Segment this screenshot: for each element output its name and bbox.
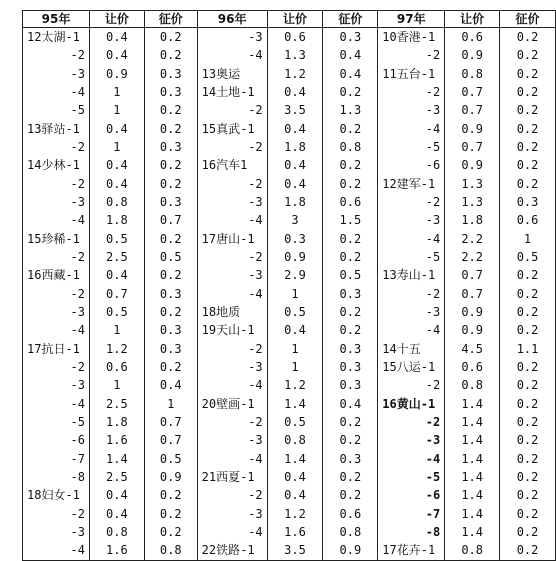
zheng-price: 0.2	[516, 506, 539, 521]
zheng-price: 0.7	[159, 213, 182, 228]
rang-price: 0.8	[461, 378, 483, 393]
rang-price: 0.4	[106, 176, 128, 191]
zheng-price: 0.2	[339, 231, 362, 246]
rang-price: 0.5	[106, 231, 128, 246]
row-label: -2	[248, 414, 263, 429]
row-label: -3	[425, 103, 441, 118]
row-label: -8	[425, 524, 441, 539]
rang-price: 0.7	[461, 286, 483, 301]
row-label: 14少林-1	[27, 158, 80, 173]
rang-price: 1.2	[284, 66, 306, 81]
rang-price: 0.4	[284, 176, 306, 191]
zheng-price: 0.2	[516, 396, 539, 411]
rang-price: 2.5	[106, 249, 128, 264]
zheng-price: 0.2	[159, 48, 182, 63]
row-label: -3	[248, 359, 263, 374]
zheng-price: 0.8	[159, 543, 182, 558]
zheng-price: 0.6	[339, 194, 362, 209]
row-label: -5	[425, 469, 441, 484]
rang-price: 2.5	[106, 396, 128, 411]
zheng-price: 0.2	[516, 103, 539, 118]
row-label: 16黄山-1	[382, 396, 436, 411]
rang-price: 1.4	[461, 506, 483, 521]
rang-price: 0.9	[461, 121, 483, 136]
zheng-price: 0.2	[516, 433, 539, 448]
zheng-price: 0.3	[339, 341, 362, 356]
row-label: -3	[248, 30, 263, 44]
rang-price: 1	[113, 103, 121, 118]
rang-price: 1.4	[284, 396, 306, 411]
rang-price: 1.8	[284, 194, 306, 209]
rang-price: 0.6	[461, 359, 483, 374]
rang-price: 0.9	[461, 158, 483, 173]
zheng-price: 0.2	[159, 176, 182, 191]
rang-price: 0.4	[106, 506, 128, 521]
row-label: -5	[425, 249, 441, 264]
rang-price: 1	[113, 139, 121, 154]
zheng-price: 0.7	[159, 433, 182, 448]
zheng-price: 0.2	[159, 121, 182, 136]
zheng-price: 0.2	[159, 304, 182, 319]
header-95-year: 95年	[23, 11, 90, 28]
row-label: -4	[70, 84, 85, 99]
body-row	[23, 28, 556, 561]
row-label: -4	[425, 231, 441, 246]
row-label: 17花卉-1	[382, 543, 436, 558]
rang-price: 1.2	[284, 506, 306, 521]
col-96-rang	[267, 28, 323, 561]
col-97-zheng	[500, 28, 556, 561]
row-label: -2	[70, 249, 85, 264]
header-row	[23, 11, 556, 28]
zheng-price: 0.2	[159, 359, 182, 374]
rang-price: 0.8	[284, 433, 306, 448]
row-label: -4	[425, 451, 441, 466]
zheng-price: 0.2	[339, 121, 362, 136]
zheng-price: 0.8	[339, 524, 362, 539]
zheng-price: 0.4	[159, 378, 182, 393]
rang-price: 1.4	[461, 396, 483, 411]
zheng-price: 1	[523, 231, 532, 246]
row-label: -2	[425, 194, 441, 209]
zheng-price: 0.2	[516, 543, 539, 558]
row-label: -4	[70, 213, 85, 228]
row-label: -4	[248, 524, 263, 539]
zheng-price: 0.7	[159, 414, 182, 429]
header-96-zheng: 征价	[323, 11, 378, 28]
rang-price: 0.5	[284, 414, 306, 429]
zheng-price: 0.6	[339, 506, 362, 521]
zheng-price: 0.3	[516, 194, 539, 209]
zheng-price: 0.3	[339, 30, 362, 44]
rang-price: 1.4	[284, 451, 306, 466]
zheng-price: 0.2	[159, 488, 182, 503]
row-label: -2	[248, 488, 263, 503]
rang-price: 1.2	[106, 341, 128, 356]
header-97-zheng: 征价	[500, 11, 556, 28]
rang-price: 0.9	[284, 249, 306, 264]
rang-price: 1.6	[106, 543, 128, 558]
price-table	[22, 10, 556, 561]
zheng-price: 0.4	[339, 396, 362, 411]
col-96-zheng	[323, 28, 378, 561]
rang-price: 0.6	[284, 30, 306, 44]
row-label: -5	[70, 103, 85, 118]
row-label: -2	[425, 286, 441, 301]
row-label: -4	[425, 323, 441, 338]
zheng-price: 0.9	[159, 469, 182, 484]
zheng-price: 0.2	[159, 524, 182, 539]
header-97-rang: 让价	[445, 11, 500, 28]
zheng-price: 0.2	[339, 249, 362, 264]
row-label: 11五台-1	[382, 66, 436, 81]
row-label: -3	[248, 433, 263, 448]
zheng-price: 0.2	[159, 268, 182, 283]
zheng-price: 0.2	[516, 488, 539, 503]
row-label: -3	[70, 378, 85, 393]
row-label: 12太湖-1	[27, 30, 80, 44]
zheng-price: 0.6	[516, 213, 539, 228]
zheng-price: 1.5	[339, 213, 362, 228]
header-95-zheng: 征价	[144, 11, 197, 28]
rang-price: 0.4	[106, 30, 128, 44]
zheng-price: 1.3	[339, 103, 362, 118]
rang-price: 0.8	[461, 543, 483, 558]
row-label: -6	[425, 488, 441, 503]
zheng-price: 0.2	[339, 323, 362, 338]
rang-price: 3.5	[284, 103, 306, 118]
row-label: -4	[70, 396, 85, 411]
row-label: -3	[70, 524, 85, 539]
zheng-price: 0.2	[516, 158, 539, 173]
rang-price: 2.2	[461, 249, 483, 264]
header-95-rang: 让价	[89, 11, 144, 28]
zheng-price: 0.5	[159, 451, 182, 466]
zheng-price: 0.2	[516, 304, 539, 319]
rang-price: 1	[113, 84, 121, 99]
row-label: -3	[425, 433, 441, 448]
zheng-price: 0.2	[516, 323, 539, 338]
row-label: 12建军-1	[382, 176, 436, 191]
zheng-price: 0.2	[516, 30, 539, 44]
rang-price: 0.7	[461, 84, 483, 99]
rang-price: 0.4	[106, 268, 128, 283]
header-96-rang: 让价	[267, 11, 323, 28]
zheng-price: 0.2	[516, 66, 539, 81]
zheng-price: 0.5	[516, 249, 539, 264]
rang-price: 0.6	[106, 359, 128, 374]
zheng-price: 1	[167, 396, 175, 411]
rang-price: 1.4	[461, 524, 483, 539]
row-label: 17抗日-1	[27, 341, 80, 356]
row-label: 15珍稀-1	[27, 231, 80, 246]
row-label: -4	[248, 48, 263, 63]
row-label: 18妇女-1	[27, 488, 80, 503]
row-label: 13奥运	[201, 66, 241, 81]
zheng-price: 0.2	[516, 378, 539, 393]
row-label: -6	[425, 158, 441, 173]
zheng-price: 0.2	[516, 176, 539, 191]
rang-price: 1.4	[461, 488, 483, 503]
zheng-price: 0.2	[516, 359, 539, 374]
col-97-label	[378, 28, 445, 561]
zheng-price: 0.3	[339, 359, 362, 374]
row-label: -7	[425, 506, 441, 521]
rang-price: 0.4	[284, 158, 306, 173]
rang-price: 0.4	[106, 488, 128, 503]
zheng-price: 0.5	[159, 249, 182, 264]
rang-price: 1.6	[284, 524, 306, 539]
row-label: -2	[70, 286, 85, 301]
zheng-price: 0.3	[159, 286, 182, 301]
row-label: -3	[70, 304, 85, 319]
zheng-price: 0.2	[516, 121, 539, 136]
rang-price: 1.6	[106, 433, 128, 448]
zheng-price: 0.2	[339, 414, 362, 429]
row-label: 15真武-1	[201, 121, 255, 136]
row-label: -3	[248, 268, 263, 283]
rang-price: 1.8	[106, 213, 128, 228]
rang-price: 0.9	[461, 323, 483, 338]
rang-price: 0.4	[284, 323, 306, 338]
zheng-price: 0.2	[339, 158, 362, 173]
header-96-year: 96年	[197, 11, 267, 28]
rang-price: 0.6	[461, 30, 483, 44]
rang-price: 1.3	[284, 48, 306, 63]
zheng-price: 0.2	[339, 84, 362, 99]
rang-price: 1.4	[461, 433, 483, 448]
zheng-price: 0.2	[516, 414, 539, 429]
rang-price: 0.5	[106, 304, 128, 319]
col-95-label	[23, 28, 90, 561]
zheng-price: 1.1	[516, 341, 539, 356]
zheng-price: 0.3	[159, 66, 182, 81]
row-label: -2	[425, 84, 441, 99]
row-label: -6	[70, 433, 85, 448]
row-label: -3	[425, 213, 441, 228]
row-label: -4	[425, 121, 441, 136]
zheng-price: 0.2	[159, 30, 182, 44]
row-label: -2	[425, 414, 441, 429]
zheng-price: 0.2	[516, 469, 539, 484]
row-label: 14土地-1	[201, 84, 255, 99]
row-label: -3	[248, 506, 263, 521]
rang-price: 0.8	[461, 66, 483, 81]
rang-price: 0.4	[284, 469, 306, 484]
rang-price: 0.5	[284, 304, 306, 319]
row-label: -2	[248, 103, 263, 118]
rang-price: 1	[113, 378, 121, 393]
zheng-price: 0.4	[339, 66, 362, 81]
rang-price: 4.5	[461, 341, 483, 356]
row-label: -5	[425, 139, 441, 154]
zheng-price: 0.2	[516, 451, 539, 466]
zheng-price: 0.9	[339, 543, 362, 558]
rang-price: 1.8	[106, 414, 128, 429]
row-label: -3	[70, 194, 85, 209]
row-label: -3	[70, 66, 85, 81]
rang-price: 1	[291, 286, 299, 301]
rang-price: 2.5	[106, 469, 128, 484]
row-label: 13驿站-1	[27, 121, 80, 136]
rang-price: 0.4	[284, 84, 306, 99]
zheng-price: 0.2	[339, 469, 362, 484]
row-label: -4	[248, 286, 263, 301]
zheng-price: 0.4	[339, 48, 362, 63]
zheng-price: 0.3	[159, 341, 182, 356]
rang-price: 0.7	[106, 286, 128, 301]
rang-price: 1.4	[106, 451, 128, 466]
row-label: -4	[248, 451, 263, 466]
row-label: -2	[248, 249, 263, 264]
rang-price: 0.8	[106, 524, 128, 539]
zheng-price: 0.2	[516, 139, 539, 154]
col-95-zheng	[144, 28, 197, 561]
zheng-price: 0.3	[339, 451, 362, 466]
rang-price: 0.7	[461, 103, 483, 118]
rang-price: 0.9	[106, 66, 128, 81]
row-label: -3	[425, 304, 441, 319]
row-label: 22铁路-1	[201, 543, 255, 558]
row-label: -4	[248, 378, 263, 393]
rang-price: 0.9	[461, 304, 483, 319]
zheng-price: 0.3	[159, 194, 182, 209]
rang-price: 3.5	[284, 543, 306, 558]
rang-price: 1.3	[461, 176, 483, 191]
zheng-price: 0.3	[159, 139, 182, 154]
zheng-price: 0.2	[159, 158, 182, 173]
zheng-price: 0.2	[339, 304, 362, 319]
rang-price: 0.4	[106, 48, 128, 63]
row-label: 15八运-1	[382, 359, 436, 374]
zheng-price: 0.2	[339, 488, 362, 503]
row-label: 17唐山-1	[201, 231, 255, 246]
rang-price: 0.4	[284, 488, 306, 503]
row-label: -2	[70, 359, 85, 374]
row-label: 18地质	[201, 304, 241, 319]
rang-price: 1.3	[461, 194, 483, 209]
row-label: -2	[70, 506, 85, 521]
row-label: -2	[248, 176, 263, 191]
rang-price: 1	[291, 341, 299, 356]
row-label: 16汽车1	[201, 158, 248, 173]
zheng-price: 0.3	[339, 378, 362, 393]
row-label: 10香港-1	[382, 30, 436, 44]
row-label: 13寿山-1	[382, 268, 436, 283]
row-label: 14十五	[382, 341, 421, 356]
row-label: 21西夏-1	[201, 469, 255, 484]
rang-price: 1.4	[461, 414, 483, 429]
header-97-year: 97年	[378, 11, 445, 28]
rang-price: 0.9	[461, 48, 483, 63]
col-95-rang	[89, 28, 144, 561]
rang-price: 1.8	[461, 213, 483, 228]
row-label: -2	[70, 176, 85, 191]
col-96-label	[197, 28, 267, 561]
col-97-rang	[445, 28, 500, 561]
zheng-price: 0.2	[159, 506, 182, 521]
row-label: -8	[70, 469, 85, 484]
rang-price: 2.9	[284, 268, 306, 283]
zheng-price: 0.3	[159, 84, 182, 99]
row-label: -4	[70, 543, 85, 558]
row-label: -2	[425, 48, 441, 63]
rang-price: 1.8	[284, 139, 306, 154]
zheng-price: 0.2	[516, 268, 539, 283]
zheng-price: 0.2	[516, 524, 539, 539]
rang-price: 0.7	[461, 268, 483, 283]
row-label: -3	[248, 194, 263, 209]
zheng-price: 0.8	[339, 139, 362, 154]
row-label: -4	[70, 323, 85, 338]
rang-price: 1.4	[461, 469, 483, 484]
rang-price: 0.4	[284, 121, 306, 136]
rang-price: 3	[291, 213, 299, 228]
row-label: 19天山-1	[201, 323, 255, 338]
zheng-price: 0.3	[339, 286, 362, 301]
rang-price: 1.4	[461, 451, 483, 466]
rang-price: 1.2	[284, 378, 306, 393]
zheng-price: 0.2	[516, 48, 539, 63]
rang-price: 0.7	[461, 139, 483, 154]
zheng-price: 0.2	[516, 84, 539, 99]
zheng-price: 0.2	[159, 103, 182, 118]
row-label: -2	[70, 139, 85, 154]
rang-price: 1	[113, 323, 121, 338]
rang-price: 0.4	[106, 158, 128, 173]
rang-price: 2.2	[461, 231, 483, 246]
zheng-price: 0.2	[159, 231, 182, 246]
zheng-price: 0.2	[339, 176, 362, 191]
zheng-price: 0.2	[339, 433, 362, 448]
rang-price: 0.4	[106, 121, 128, 136]
rang-price: 0.8	[106, 194, 128, 209]
zheng-price: 0.2	[516, 286, 539, 301]
row-label: -7	[70, 451, 85, 466]
zheng-price: 0.3	[159, 323, 182, 338]
row-label: -2	[425, 378, 441, 393]
row-label: -2	[248, 139, 263, 154]
row-label: -4	[248, 213, 263, 228]
rang-price: 0.3	[284, 231, 306, 246]
row-label: -5	[70, 414, 85, 429]
row-label: 16西藏-1	[27, 268, 80, 283]
row-label: -2	[70, 48, 85, 63]
rang-price: 1	[291, 359, 299, 374]
zheng-price: 0.5	[339, 268, 362, 283]
row-label: 20壁画-1	[201, 396, 255, 411]
row-label: -2	[248, 341, 263, 356]
